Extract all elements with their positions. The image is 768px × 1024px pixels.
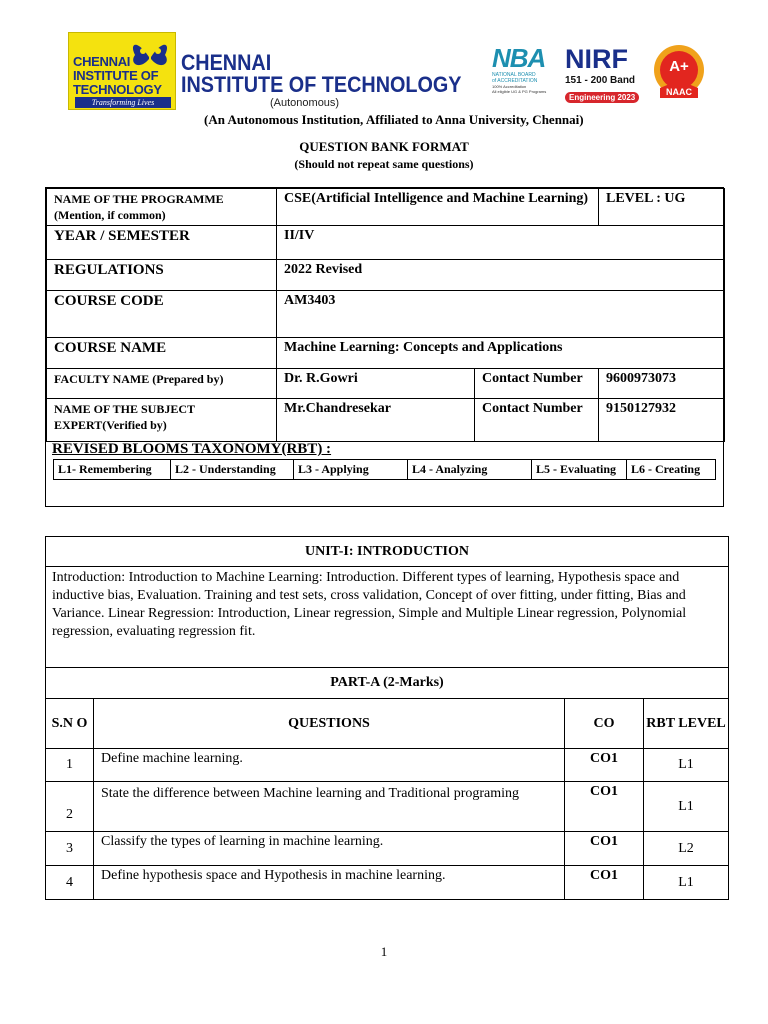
rbt-title: REVISED BLOOMS TAXONOMY(RBT) : [52, 441, 332, 457]
rbt-header: RBT LEVEL [644, 699, 729, 749]
nirf-mark: NIRF [565, 44, 628, 74]
expert-label-1: NAME OF THE SUBJECT [54, 402, 196, 416]
question-text: Define machine learning. [94, 749, 565, 782]
autonomous-label: (Autonomous) [270, 97, 340, 109]
nirf-band: 151 - 200 Band [565, 75, 636, 86]
logo-line-3: TECHNOLOGY [73, 82, 162, 97]
question-text: State the difference between Machine learning and Traditional programing [94, 782, 565, 832]
question-co: CO1 [565, 749, 644, 782]
co-header: CO [565, 699, 644, 749]
course-name-row [47, 338, 725, 369]
programme-row [47, 189, 725, 226]
programme-value: CSE(Artificial Intelligence and Machine Learning) [277, 189, 599, 226]
expert-value: Mr.Chandresekar [277, 399, 475, 442]
unit-question-table [45, 536, 729, 900]
affiliation-text: (An Autonomous Institution, Affiliated to Anna University, Chennai) [204, 112, 584, 127]
rbt-level-1: L1- Remembering [54, 460, 171, 480]
naac-grade: A+ [669, 58, 689, 75]
question-co: CO1 [565, 832, 644, 866]
question-rbt-level: L1 [644, 866, 729, 900]
institute-logo [68, 32, 176, 110]
part-title: PART-A (2-Marks) [46, 668, 729, 699]
faculty-contact-label: Contact Number [475, 369, 599, 399]
expert-contact-value: 9150127932 [599, 399, 725, 442]
rbt-level-6: L6 - Creating [627, 460, 716, 480]
rbt-level-4: L4 - Analyzing [408, 460, 532, 480]
nba-text-3: 100% Accreditation [492, 84, 527, 89]
faculty-contact-value: 9600973073 [599, 369, 725, 399]
table-row [46, 866, 729, 900]
table-row [46, 782, 729, 832]
nirf-ranking-logo [565, 44, 643, 108]
unit-title: UNIT-I: INTRODUCTION [46, 537, 729, 567]
rbt-level-5: L5 - Evaluating [532, 460, 627, 480]
naac-grade-badge [650, 44, 708, 108]
faculty-label: FACULTY NAME [54, 372, 150, 386]
expert-contact-label: Contact Number [475, 399, 599, 442]
question-sno: 4 [46, 866, 94, 900]
course-code-value: AM3403 [277, 291, 725, 338]
programme-label-cell [47, 189, 277, 226]
unit-syllabus: Introduction: Introduction to Machine Learning: Introduction. Different types of learning, Hypothesis space and inductive bias, Evaluation. Training and test sets, cross validation, Concept of over fitting, under fitting, Bias and Variance. Linear Regression: Introduction, Linear regression, Simple and Multiple Linear regression, Polynomial regression, evaluating regression fit. [46, 567, 729, 668]
unit-title-row [46, 537, 729, 567]
nba-text-1: NATIONAL BOARD [492, 72, 536, 78]
level-value: LEVEL : UG [599, 189, 725, 226]
table-row [46, 749, 729, 782]
course-name-label: COURSE NAME [47, 338, 277, 369]
year-row [47, 226, 725, 260]
expert-row [47, 399, 725, 442]
programme-label: NAME OF THE PROGRAMME [54, 192, 224, 206]
nba-text-4: All eligible UG & PG Programs [492, 89, 547, 94]
faculty-note: (Prepared by) [152, 372, 224, 386]
regulations-label: REGULATIONS [47, 260, 277, 291]
question-co: CO1 [565, 866, 644, 900]
nirf-category: Engineering 2023 [565, 92, 639, 103]
question-co: CO1 [565, 782, 644, 832]
year-value: II/IV [277, 226, 725, 260]
course-name-value: Machine Learning: Concepts and Applications [277, 338, 725, 369]
question-sno: 1 [46, 749, 94, 782]
naac-seal-icon [650, 44, 708, 108]
table-row [46, 832, 729, 866]
question-text: Define hypothesis space and Hypothesis in machine learning. [94, 866, 565, 900]
question-sno: 3 [46, 832, 94, 866]
document-subtitle: (Should not repeat same questions) [294, 157, 474, 171]
nba-text-2: of ACCREDITATION [492, 78, 538, 84]
sno-header: S.N O [46, 699, 94, 749]
question-rbt-level: L1 [644, 749, 729, 782]
question-rbt-level: L1 [644, 782, 729, 832]
butterfly-icon [129, 37, 171, 75]
faculty-row [47, 369, 725, 399]
question-rbt-level: L2 [644, 832, 729, 866]
question-header-row [46, 699, 729, 749]
faculty-value: Dr. R.Gowri [277, 369, 475, 399]
page-number: 1 [380, 944, 388, 959]
course-code-row [47, 291, 725, 338]
expert-label-cell [47, 399, 277, 442]
syllabus-row [46, 567, 729, 668]
rbt-level-3: L3 - Applying [294, 460, 408, 480]
regulations-value: 2022 Revised [277, 260, 725, 291]
question-sno: 2 [46, 782, 94, 832]
institution-name-line-1: CHENNAI [181, 50, 272, 75]
regulations-row [47, 260, 725, 291]
institution-name-line-2: INSTITUTE OF TECHNOLOGY [181, 72, 462, 97]
part-row [46, 668, 729, 699]
nba-mark: NBA [492, 43, 546, 73]
nba-accreditation-logo [492, 44, 554, 108]
logo-line-2: INSTITUTE OF [73, 68, 159, 83]
faculty-label-cell [47, 369, 277, 399]
logo-line-1: CHENNAI [73, 54, 131, 69]
programme-note: (Mention, if common) [54, 208, 166, 222]
rbt-levels-table [53, 459, 716, 480]
year-label: YEAR / SEMESTER [47, 226, 277, 260]
naac-label: NAAC [666, 87, 692, 97]
logo-tagline: Transforming Lives [75, 97, 171, 108]
document-title: QUESTION BANK FORMAT [299, 139, 469, 154]
question-text: Classify the types of learning in machine learning. [94, 832, 565, 866]
questions-header: QUESTIONS [94, 699, 565, 749]
expert-label-2: EXPERT(Verified by) [54, 418, 167, 432]
course-code-label: COURSE CODE [47, 291, 277, 338]
rbt-level-2: L2 - Understanding [171, 460, 294, 480]
